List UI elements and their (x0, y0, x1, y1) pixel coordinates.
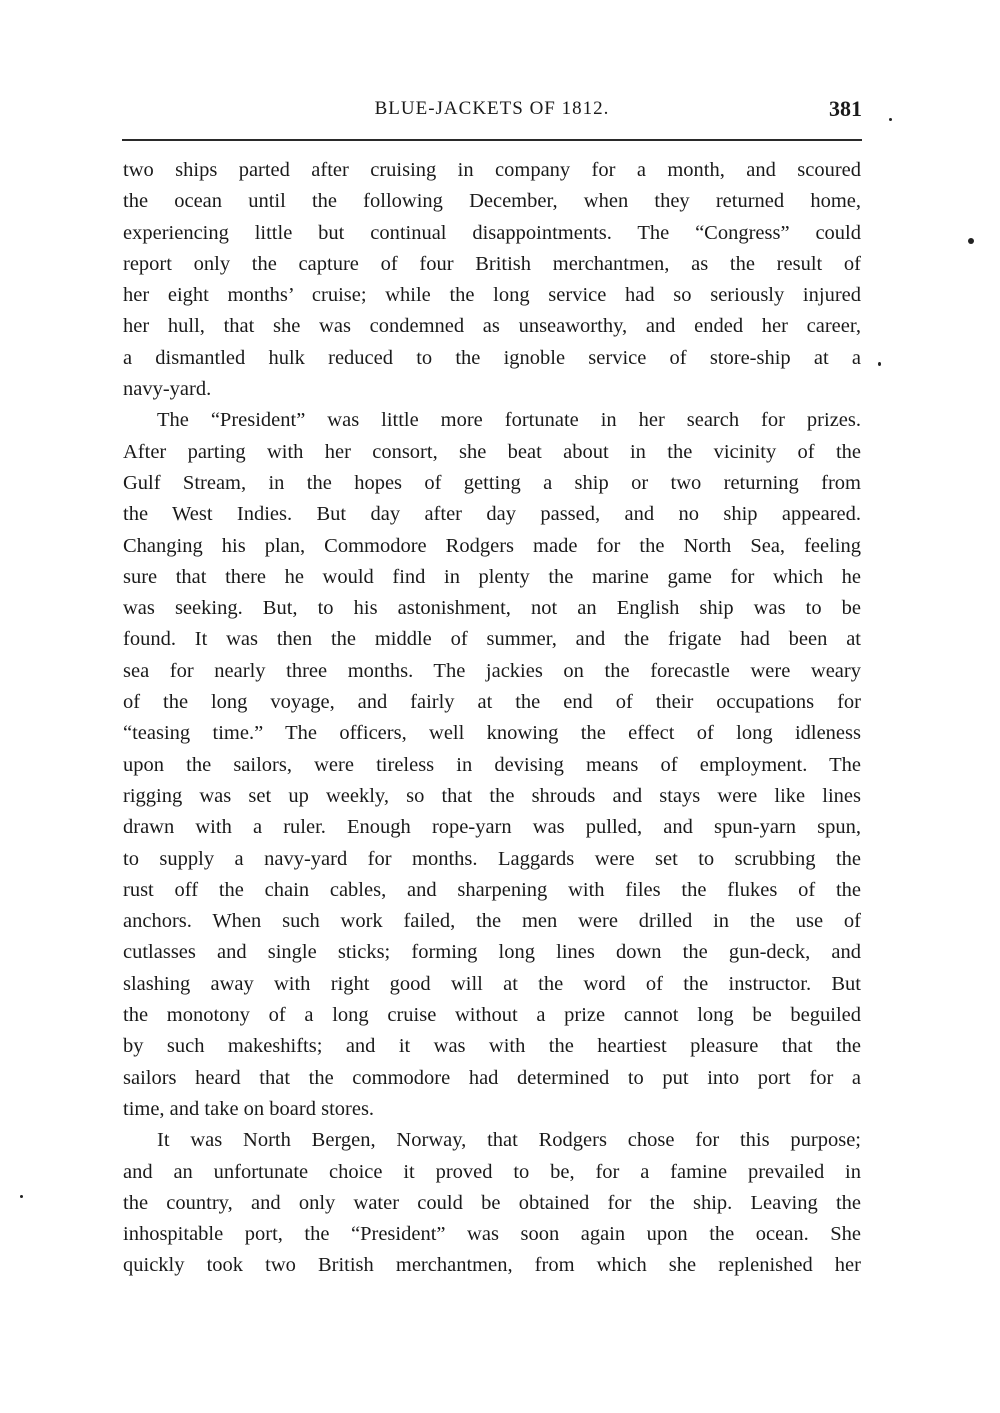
text-line: experiencing little but continual disappointments. The “Congress” could (123, 221, 861, 244)
text-line: by such makeshifts; and it was with the heartiest pleasure that the (123, 1035, 861, 1058)
text-line: The “President” was little more fortunate in her search for prizes. (157, 409, 861, 432)
text-line: a dismantled hulk reduced to the ignoble service of store-ship at a (123, 346, 861, 369)
paragraph (123, 405, 861, 1125)
scan-speck (878, 362, 881, 366)
scan-speck (889, 118, 892, 121)
text-line: the ocean until the following December, when they returned home, (123, 190, 861, 213)
running-head (122, 96, 862, 126)
scan-speck (968, 238, 974, 244)
text-line: sailors heard that the commodore had determined to put into port for a (123, 1066, 861, 1089)
text-line: her eight months’ cruise; while the long service had so seriously injured (123, 284, 861, 307)
text-line: of the long voyage, and fairly at the end of their occupations for (123, 691, 861, 714)
text-line: sea for nearly three months. The jackies on the forecastle were weary (123, 659, 861, 682)
page-number: 381 (829, 96, 862, 121)
text-line: to supply a navy-yard for months. Laggards were set to scrubbing the (123, 847, 861, 870)
text-line: drawn with a ruler. Enough rope-yarn was pulled, and spun-yarn spun, (123, 816, 861, 839)
text-line: quickly took two British merchantmen, from which she replenished her (123, 1254, 861, 1277)
text-line: and an unfortunate choice it proved to be, for a famine prevailed in (123, 1160, 861, 1183)
text-line: slashing away with right good will at the word of the instructor. But (123, 972, 861, 995)
text-line: upon the sailors, were tireless in devising means of employment. The (123, 753, 861, 776)
text-line: report only the capture of four British merchantmen, as the result of (123, 252, 861, 275)
text-line: sure that there he would find in plenty the marine game for which he (123, 565, 861, 588)
running-title: BLUE-JACKETS OF 1812. (374, 98, 610, 119)
text-line: After parting with her consort, she beat about in the vicinity of the (123, 440, 861, 463)
text-line: It was North Bergen, Norway, that Rodgers chose for this purpose; (157, 1129, 861, 1152)
paragraph (123, 155, 861, 405)
text-line: cutlasses and single sticks; forming long lines down the gun-deck, and (123, 941, 861, 964)
text-line: the monotony of a long cruise without a prize cannot long be beguiled (123, 1004, 861, 1027)
text-line: “teasing time.” The officers, well knowing the effect of long idleness (123, 722, 861, 745)
text-line: two ships parted after cruising in company for a month, and scoured (123, 159, 861, 181)
text-line: her hull, that she was condemned as unseaworthy, and ended her career, (123, 315, 861, 338)
text-line: rigging was set up weekly, so that the shrouds and stays were like lines (123, 784, 861, 807)
text-line: anchors. When such work failed, the men were drilled in the use of (123, 910, 861, 933)
text-line: inhospitable port, the “President” was soon again upon the ocean. She (123, 1223, 861, 1246)
body-text (123, 155, 861, 1282)
scan-speck (20, 1195, 23, 1198)
text-line: Changing his plan, Commodore Rodgers made for the North Sea, feeling (123, 534, 861, 557)
text-line: navy-yard. (123, 378, 212, 401)
text-line: the West Indies. But day after day passed, and no ship appeared. (123, 503, 861, 526)
text-line: Gulf Stream, in the hopes of getting a ship or two returning from (123, 471, 861, 494)
text-line: was seeking. But, to his astonishment, not an English ship was to be (123, 597, 861, 620)
text-line: time, and take on board stores. (123, 1097, 375, 1120)
text-line: found. It was then the middle of summer, and the frigate had been at (123, 628, 861, 651)
text-line: rust off the chain cables, and sharpening with files the flukes of the (123, 878, 861, 901)
header-rule (122, 139, 862, 141)
paragraph (123, 1125, 861, 1281)
text-line: the country, and only water could be obtained for the ship. Leaving the (123, 1191, 861, 1214)
